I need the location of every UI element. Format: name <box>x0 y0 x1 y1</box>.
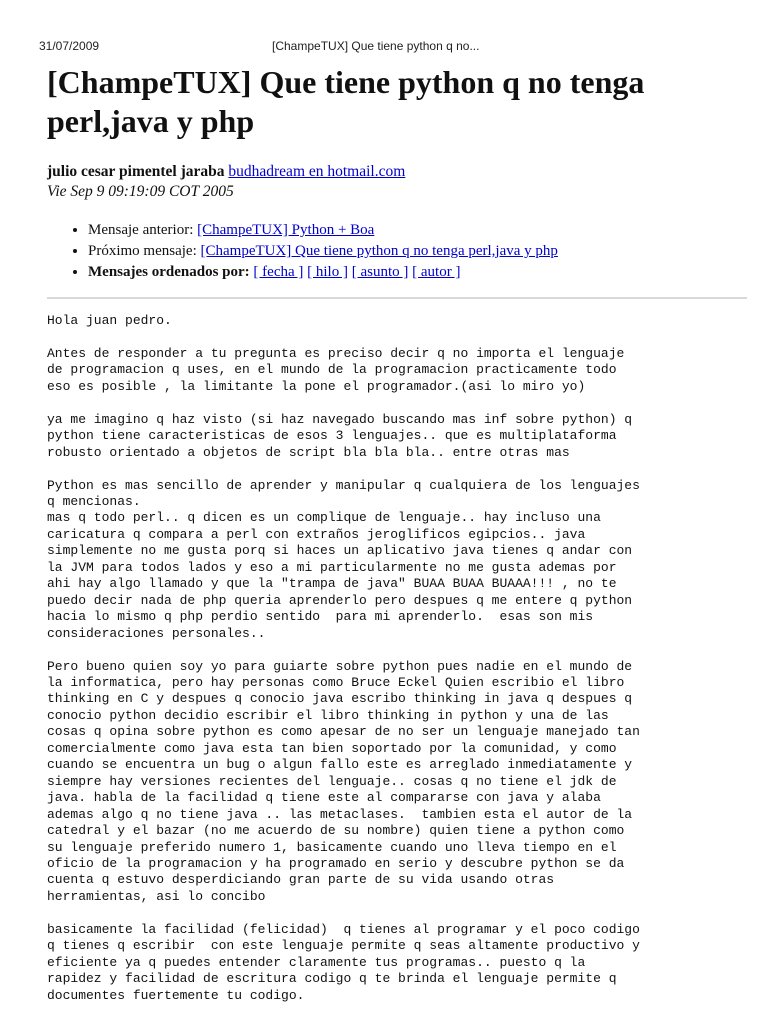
nav-next-link[interactable]: [ChampeTUX] Que tiene python q no tenga perl,java y php <box>200 243 558 259</box>
nav-next-label: Próximo mensaje: <box>88 243 197 259</box>
nav-sort-label: Mensajes ordenados por: <box>88 264 250 280</box>
print-title: [ChampeTUX] Que tiene python q no... <box>272 39 480 53</box>
sort-by-author-link[interactable]: [ autor ] <box>412 264 461 280</box>
message-date: Vie Sep 9 09:19:09 COT 2005 <box>47 183 234 200</box>
nav-sort <box>88 262 558 283</box>
nav-previous <box>88 220 558 241</box>
author-email-link[interactable]: budhadream en hotmail.com <box>228 163 406 180</box>
nav-next <box>88 241 558 262</box>
print-date: 31/07/2009 <box>39 39 100 53</box>
nav-previous-label: Mensaje anterior: <box>88 222 194 238</box>
sort-by-thread-link[interactable]: [ hilo ] <box>307 264 348 280</box>
separator <box>47 297 747 299</box>
page-title: [ChampeTUX] Que tiene python q no tenga perl,java y php <box>47 64 645 139</box>
author-line <box>47 162 405 182</box>
author-name: julio cesar pimentel jaraba <box>47 163 225 180</box>
nav-previous-link[interactable]: [ChampeTUX] Python + Boa <box>197 222 375 238</box>
message-body: Hola juan pedro. Antes de responder a tu pregunta es preciso decir q no importa el lenguaje de programacion q uses, en el mundo de la programacion practicamente todo eso es posible , la limitante la pone el programador.(asi lo miro yo) ya me imagino q haz visto (si haz navegado buscando mas inf sobre python) q python tiene caracteristicas de esos 3 lenguajes.. que es multiplataforma robusto orientado a objetos de script bla bla bla.. entre otras mas Python es mas sencillo de aprender y manipular q cualquiera de los lenguajes q mencionas. mas q todo perl.. q dicen es un complique de lenguaje.. hay incluso una caricatura q compara a perl con extraños jeroglificos egipcios.. java simplemente no me gusta porq si haces un aplicativo java tienes q andar con la JVM para todos lados y eso a mi particularmente no me gusta ademas por ahi hay algo llamado y que la "trampa de java" BUAA BUAA BUAAA!!! , no te puedo decir nada de php queria aprenderlo pero despues q me entere q python hacia lo mismo q php perdio sentido para mi aprenderlo. esas son mis consideraciones personales.. Pero bueno quien soy yo para guiarte sobre python pues nadie en el mundo de la informatica, pero hay personas como Bruce Eckel Quien escribio el libro thinking en C y despues q conocio java escribo thinking in java q despues q conocio python decidio escribir el libro thinking in python y una de las cosas q opina sobre python es como apesar de no ser un lenguaje manejado tan comercialmente como java esta tan bien soportado por la comunidad, y como cuando se encuentra un bug o algun fallo este es arreglado inmediatamente y siempre hay versiones recientes del lenguaje.. cosas q no tiene el jdk de java. habla de la facilidad q tiene este al compararse con java y alaba ademas algo q no tiene java .. las metaclases. tambien esta el autor de la catedral y el bazar (no me acuerdo de su nombre) quien tiene a python como su lenguaje preferido numero 1, basicamente cuando uno lleva tiempo en el oficio de la programacion y ha programado en serio y descubre python se da cuenta q estuvo desperdiciando gran parte de su vida usando otras herramientas, asi lo concibo basicamente la facilidad (felicidad) q tienes al programar y el poco codigo q tienes q escribir con este lenguaje permite q seas altamente productivo y eficiente ya q puedes entender claramente tus programas.. puesto q la rapidez y facilidad de escritura codigo q te brinda el lenguaje permite q documentes fuertemente tu codigo. <box>47 313 640 1003</box>
message-navigation <box>60 220 558 283</box>
sort-by-subject-link[interactable]: [ asunto ] <box>351 264 409 280</box>
sort-by-date-link[interactable]: [ fecha ] <box>253 264 304 280</box>
